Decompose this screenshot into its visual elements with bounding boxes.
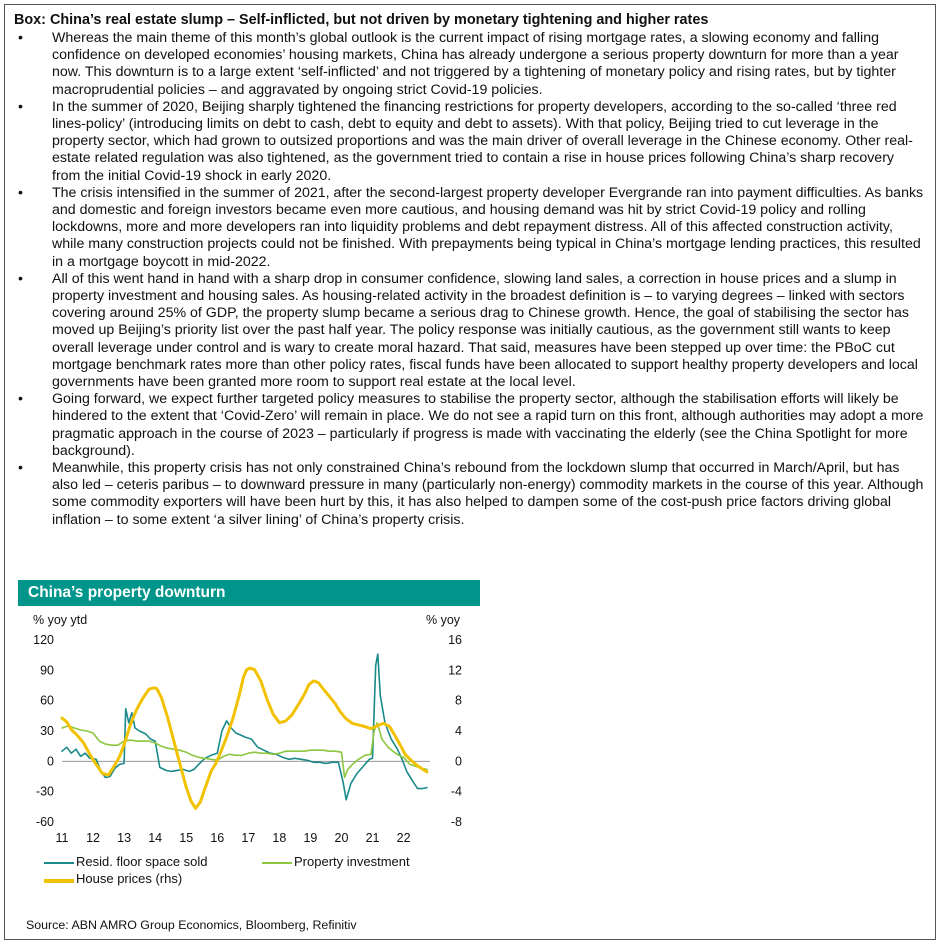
x-tick-label: 19 [303,831,318,845]
bullet-dot: • [18,391,23,408]
y-left-tick-label: 0 [47,754,54,769]
y-left-tick-label: -30 [35,784,54,799]
y-left-tick-label: 30 [40,724,54,738]
x-tick-label: 22 [396,831,411,845]
x-tick-label: 12 [86,831,101,845]
legend-investment: Property investment [294,854,410,869]
bullet-text: All of this went hand in hand with a sharp drop in consumer confidence, slowing land sales, a correction in house prices and a slump in property investment and housing sales. As housing-related activity in the broadest definition is – to varying degrees – linked with sectors covering around 25% of GDP, the property slump became a serious drag to Chinese growth. Hence, the goal of stabilising the sector has moved up Beijing’s priority list over the past half year. The policy response was initially cautious, as the government still wants to keep overall leverage under control and is wary to create moral hazard. That said, measures have been stepped up over time: the PBoC cut mortgage benchmark rates more than other policy rates, fiscal funds have been allocated to support healthy property developers and local governments have been granted more room to support real estate at the local level. [52,270,918,391]
y-right-tick-label: 12 [448,663,462,678]
bullet-item [14,185,926,271]
y-right-tick-label: -8 [450,815,462,829]
bullet-item [14,460,926,529]
bullet-text: The crisis intensified in the summer of 2021, after the second-largest property developer Evergrande ran into payment difficulties. As banks and domestic and foreign investors became even more cautious, and housing demand was hit by strict Covid-19 policy and rolling lockdowns, more and more developers ran into liquidity problems and debt repayment distress. All of this affected construction activity, while many construction projects could not be finished. With prepayments being typical in China’s mortgage lending practices, this resulted in a mortgage boycott in mid-2022. [52,184,924,270]
x-tick-label: 15 [179,831,194,845]
legend-house-prices: House prices (rhs) [76,871,183,886]
legend-swatch-house-prices [44,879,74,883]
y-right-tick-label: 0 [455,754,462,769]
x-tick-label: 20 [334,831,349,845]
bullet-list [14,30,926,529]
bullet-dot: • [18,98,23,115]
bullet-item [14,30,926,99]
y-right-tick-label: 16 [448,633,462,647]
y-left-tick-label: 60 [40,693,54,708]
bullet-text: Meanwhile, this property crisis has not only constrained China’s rebound from the lockdown slump that occurred in March/April, but has also led – ceteris paribus – to downward pressure in many (particularly non-energy) commodity markets in the course of this year. Although some commodity exporters will have been hurt by this, it has also helped to dampen some of the cost-push price factors driving global inflation – to some extent ‘a silver lining’ of China’s property crisis. [52,460,924,528]
x-tick-label: 16 [210,831,225,845]
y-left-tick-label: 90 [40,663,54,678]
bullet-dot: • [18,30,23,46]
y-right-tick-label: 4 [455,724,462,738]
bullet-text: Going forward, we expect further targeted policy measures to stabilise the property sector, although the stabilisation efforts will likely be hindered to the extent that ‘Covid-Zero’ will remain in place. We do not see a rapid turn on this front, although authorities may adopt a more pragmatic approach in the course of 2023 – particularly if progress is made with vaccinating the elderly (see the China Spotlight for more background). [52,391,924,459]
bullet-item [14,99,926,185]
x-tick-label: 11 [55,831,69,845]
y-right-axis-label: % yoy [426,613,461,627]
x-tick-label: 18 [272,831,287,845]
bullet-dot: • [18,184,23,201]
x-tick-label: 14 [148,831,163,845]
bullet-item [14,391,926,460]
legend-swatch-floor-space [44,862,74,864]
y-left-tick-label: 120 [33,633,54,647]
legend-floor-space: Resid. floor space sold [76,854,208,869]
legend-swatch-investment [262,862,292,864]
series-line-house-prices-rhs [62,668,427,808]
y-right-tick-label: 8 [455,693,462,708]
bullet-dot: • [18,460,23,477]
box-title: Box: China’s real estate slump – Self-inflicted, but not driven by monetary tightening and higher rates [14,12,709,28]
y-left-tick-label: -60 [35,815,54,829]
x-tick-label: 13 [117,831,132,845]
source-note: Source: ABN AMRO Group Economics, Bloomberg, Refinitiv [26,918,357,932]
chart-title: China’s property downturn [18,580,480,606]
series-line-property-investment [62,723,427,778]
x-tick-label: 17 [241,831,256,845]
bullet-item [14,271,926,391]
bullet-text: In the summer of 2020, Beijing sharply tightened the financing restrictions for property developers, according to the so-called ‘three red lines-policy’ (introducing limits on debt to cash, debt to equity and debt to assets). With that policy, Beijing tried to cut leverage in the property sector, which had grown to outsized proportions and was the main driver of overall leverage in the Chinese economy. Other real-estate related regulation was also tightened, as the government tried to contain a rise in house prices following China’s sharp recovery from the initial Covid-19 shock in early 2020. [52,98,913,184]
x-tick-label: 21 [365,831,380,845]
y-left-axis-label: % yoy ytd [33,613,88,627]
bullet-text: Whereas the main theme of this month’s global outlook is the current impact of rising mortgage rates, a slowing economy and falling confidence on developed economies’ housing markets, China has already undergone a serious property downturn for more than a year now. This downturn is to a large extent ‘self-inflicted’ and not triggered by a tightening of monetary policy and rising rates, but by tighter macroprudential policies – and aggravated by ongoing strict Covid-19 policies. [52,30,899,98]
y-right-tick-label: -4 [450,784,462,799]
bullet-dot: • [18,270,23,287]
